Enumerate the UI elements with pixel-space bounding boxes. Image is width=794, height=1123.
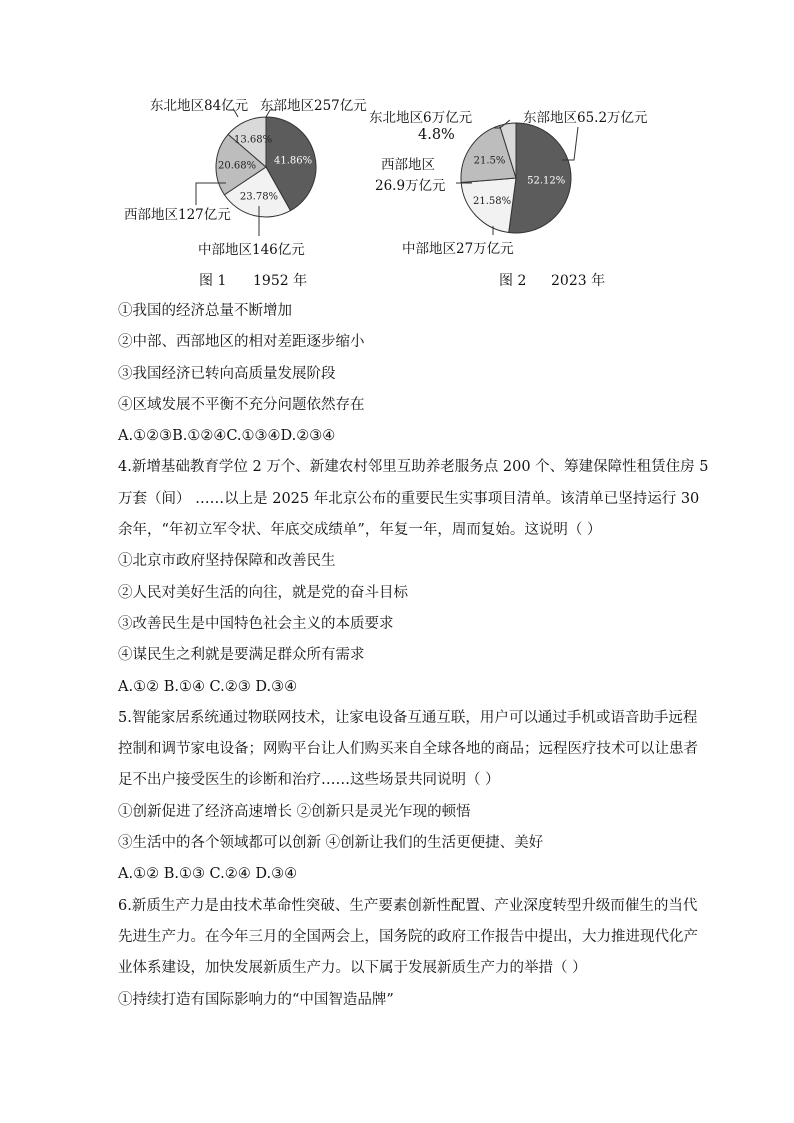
q4-stem-line: 4.新增基础教育学位 2 万个、新建农村邻里互助养老服务点 200 个、筹建保障性租赁住房 5 — [118, 459, 709, 476]
fig2-caption-label: 图 2 — [499, 273, 527, 289]
q6-stem — [118, 891, 698, 985]
pie-slice-label: 41.86% — [274, 155, 313, 167]
fig1-caption-year: 1952 年 — [253, 273, 308, 289]
q3-option: ③我国经济已转向高质量发展阶段 — [118, 365, 336, 382]
q5-answer-choices: A.①② B.①③ C.②④ D.③④ — [118, 866, 298, 883]
q5-stem-line: 控制和调节家电设备；网购平台让人们购买来自全球各地的商品；远程医疗技术可以让患者 — [118, 741, 698, 758]
fig1-callout-east: 东部地区257亿元 — [260, 98, 367, 114]
q4-stem — [118, 452, 709, 546]
pie-figures-svg — [0, 0, 794, 300]
pie-slice-label: 23.78% — [239, 191, 279, 203]
fig1-callout-central: 中部地区146亿元 — [198, 242, 305, 258]
fig2-callout-northeast: 东北地区6万亿元 — [369, 110, 473, 126]
q4-stem-line: 万套（间） ……以上是 2025 年北京公布的重要民生实事项目清单。该清单已坚持运行 30 — [118, 490, 700, 507]
q4-answer-choices: A.①② B.①④ C.②③ D.③④ — [118, 678, 298, 695]
pie-chart-2023 — [461, 123, 571, 233]
fig2-callout-west-line2: 26.9万亿元 — [375, 178, 446, 194]
q5-stem — [118, 703, 698, 797]
q5-stem-line: 足不出户接受医生的诊断和治疗……这些场景共同说明（ ） — [118, 772, 500, 789]
q3-option: ④区域发展不平衡不充分问题依然存在 — [118, 396, 365, 413]
q5-option: ①创新促进了经济高速增长 ②创新只是灵光乍现的顿悟 — [118, 803, 471, 820]
fig2-callout-central: 中部地区27万亿元 — [402, 241, 514, 257]
pie-slice-label: 20.68% — [217, 160, 257, 172]
pie-slice-label: 52.12% — [527, 175, 566, 187]
q4-option: ④谋民生之利就是要满足群众所有需求 — [118, 647, 365, 664]
q3-answer-choices: A.①②③B.①②④C.①③④D.②③④ — [118, 428, 336, 445]
q6-stem-line: 先进生产力。在今年三月的全国两会上，国务院的政府工作报告中提出，大力推进现代化产 — [118, 928, 698, 945]
fig2-callout-west-line1: 西部地区 — [381, 157, 435, 173]
question-content — [118, 296, 709, 1016]
q4-option: ③改善民生是中国特色社会主义的本质要求 — [118, 615, 394, 632]
pie-slice-label: 13.68% — [234, 134, 273, 146]
q5-stem-line: 5.智能家居系统通过物联网技术，让家电设备互通互联，用户可以通过手机或语音助手远程 — [118, 709, 698, 726]
q6-option: ①持续打造有国际影响力的“中国智造品牌” — [118, 991, 394, 1008]
pie-chart-1952 — [216, 117, 316, 217]
q5-option: ③生活中的各个领域都可以创新 ④创新让我们的生活更便捷、美好 — [118, 835, 544, 852]
fig2-callout-east: 东部地区65.2万亿元 — [523, 110, 648, 126]
q6-stem-line: 6.新质生产力是由技术革命性突破、生产要素创新性配置、产业深度转型升级而催生的当代 — [118, 897, 698, 914]
pie-slice-label: 21.58% — [473, 196, 512, 208]
fig2-callout-northeast-pct: 4.8% — [418, 127, 455, 143]
pie-slice-label: 21.5% — [473, 155, 506, 167]
fig1-caption-label: 图 1 — [199, 273, 227, 289]
q3-option: ①我国的经济总量不断增加 — [118, 303, 292, 319]
q4-option: ②人民对美好生活的向往，就是党的奋斗目标 — [118, 584, 408, 601]
fig2-caption-year: 2023 年 — [551, 273, 606, 289]
q4-stem-line: 余年，“年初立军令状、年底交成绩单”，年复一年，周而复始。这说明（ ） — [118, 522, 602, 539]
q6-stem-line: 业体系建设，加快发展新质生产力。以下属于发展新质生产力的举措（ ） — [118, 960, 587, 977]
q4-option: ①北京市政府坚持保障和改善民生 — [118, 553, 336, 570]
fig1-callout-west: 西部地区127亿元 — [124, 207, 231, 223]
fig1-callout-northeast: 东北地区84亿元 — [150, 98, 249, 114]
q3-option: ②中部、西部地区的相对差距逐步缩小 — [118, 334, 365, 351]
figures-area — [0, 0, 794, 300]
